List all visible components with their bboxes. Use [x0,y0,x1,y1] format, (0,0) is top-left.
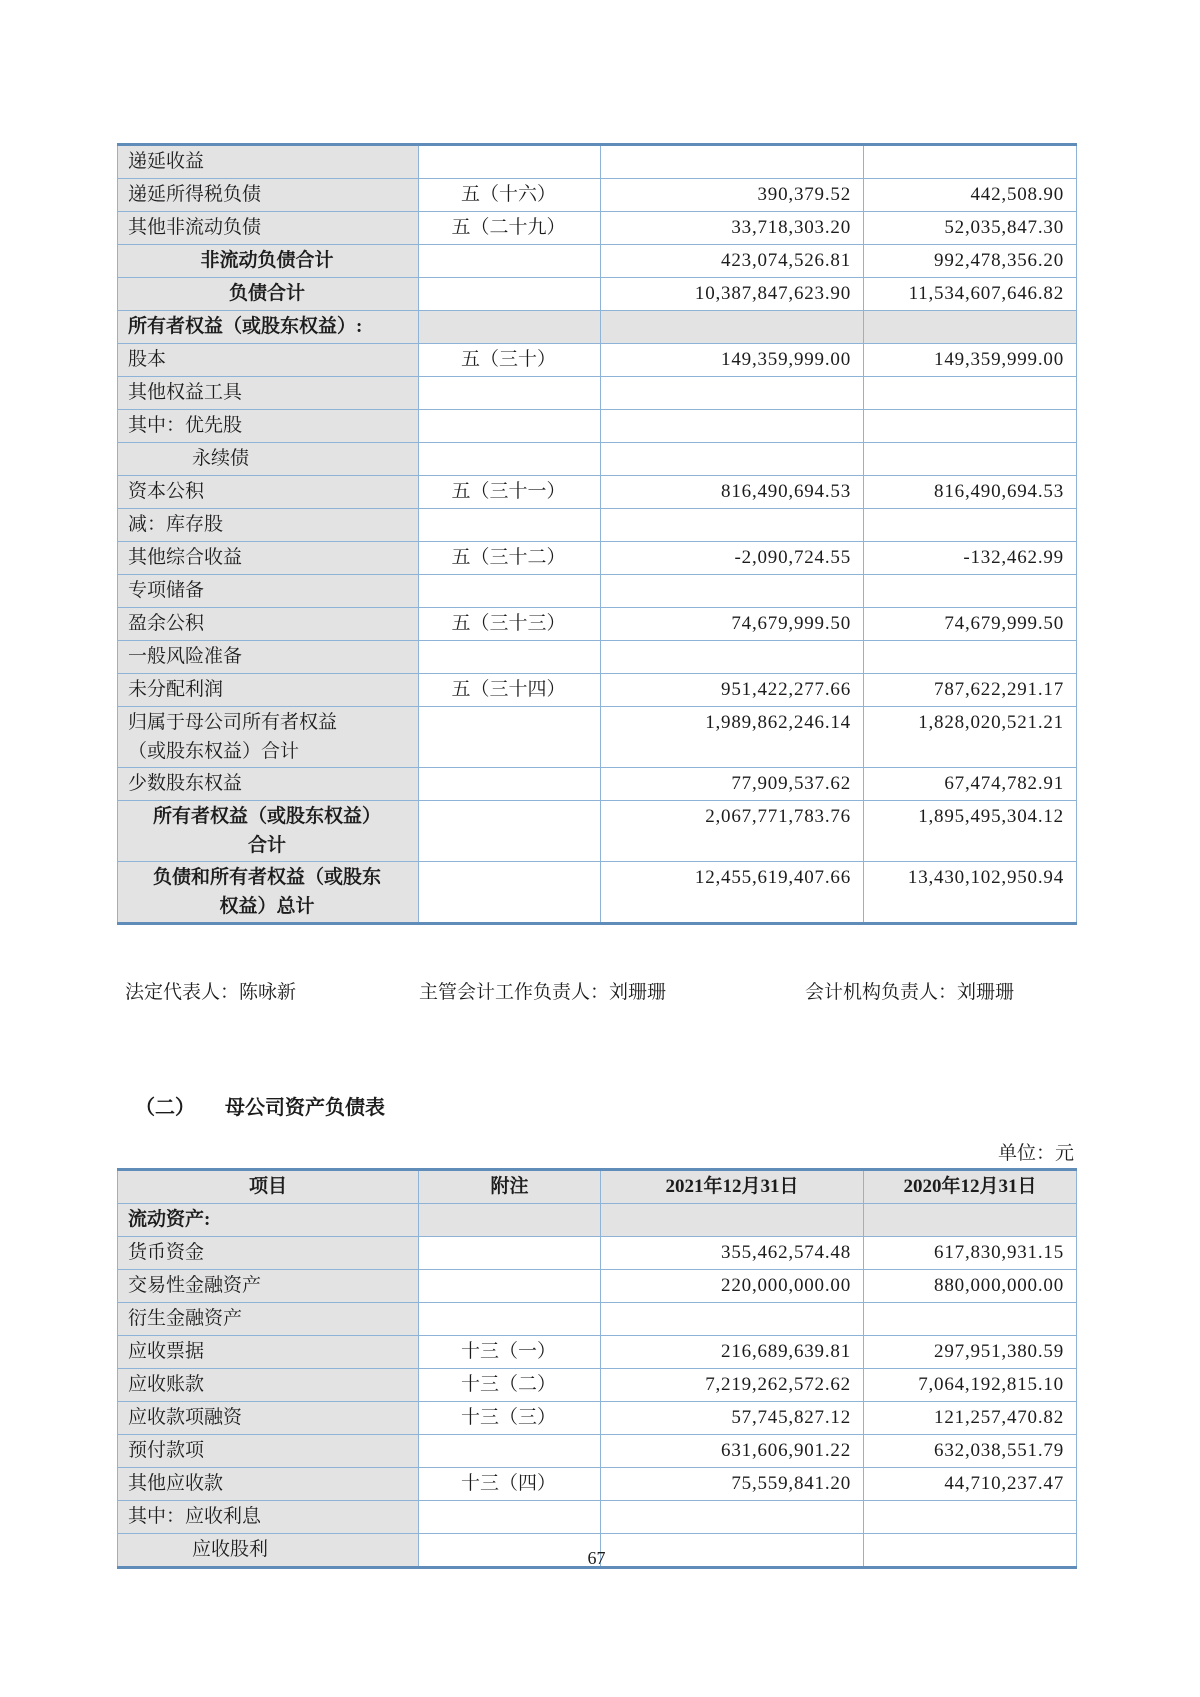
note-cell [419,862,601,924]
note-cell [419,410,601,443]
value-2021-cell [601,443,864,476]
value-2021-cell: 7,219,262,572.62 [601,1369,864,1402]
row-label-cell: 负债和所有者权益（或股东 权益）总计 [118,862,419,924]
row-label-cell: 永续债 [118,443,419,476]
value-2020-cell: 880,000,000.00 [864,1270,1077,1303]
table-row [118,311,1077,344]
page-number: 67 [587,1548,606,1568]
table-row [118,862,1077,924]
value-2021-cell: 77,909,537.62 [601,768,864,801]
value-2021-cell [601,311,864,344]
value-2021-cell: 216,689,639.81 [601,1336,864,1369]
value-2020-cell: 1,895,495,304.12 [864,801,1077,862]
row-label-cell: 应收账款 [118,1369,419,1402]
value-2020-cell [864,443,1077,476]
row-label-cell: 其中：应收利息 [118,1501,419,1534]
note-cell [419,311,601,344]
note-cell: 五（三十四） [419,674,601,707]
table-header-row [118,1170,1077,1204]
note-cell [419,278,601,311]
row-label-cell: 股本 [118,344,419,377]
table-row [118,1270,1077,1303]
value-2020-cell [864,641,1077,674]
table-row [118,179,1077,212]
note-cell [419,641,601,674]
note-cell: 五（三十一） [419,476,601,509]
value-2021-cell [601,1204,864,1237]
value-2020-cell [864,377,1077,410]
value-2021-cell: 390,379.52 [601,179,864,212]
parent-balance-sheet-table [117,1168,1077,1569]
row-label-cell: 货币资金 [118,1237,419,1270]
note-cell: 五（十六） [419,179,601,212]
row-label-cell: 其中：优先股 [118,410,419,443]
table-row [118,1435,1077,1468]
legal-representative-signature: 法定代表人：陈咏新 [125,982,297,1003]
table-row [118,575,1077,608]
row-label-cell: 非流动负债合计 [118,245,419,278]
value-2020-cell: 11,534,607,646.82 [864,278,1077,311]
value-2020-cell: 7,064,192,815.10 [864,1369,1077,1402]
table-row [118,1237,1077,1270]
table-row [118,674,1077,707]
value-2021-cell: 33,718,303.20 [601,212,864,245]
value-2021-cell [601,1303,864,1336]
row-label-cell: 减：库存股 [118,509,419,542]
value-2020-cell: -132,462.99 [864,542,1077,575]
row-label-cell: 应收票据 [118,1336,419,1369]
table-row [118,145,1077,179]
table-row [118,1402,1077,1435]
row-label-cell: 应收款项融资 [118,1402,419,1435]
row-label-cell: 流动资产: [118,1204,419,1237]
row-label-cell: 盈余公积 [118,608,419,641]
row-label-cell: 所有者权益（或股东权益） 合计 [118,801,419,862]
unit-label: 单位：元 [997,1143,1074,1164]
value-2021-cell [601,575,864,608]
note-cell [419,801,601,862]
table-row [118,707,1077,768]
table-row [118,1369,1077,1402]
value-2020-cell: 67,474,782.91 [864,768,1077,801]
note-cell: 十三（二） [419,1369,601,1402]
section-number: （二） [135,1096,195,1119]
note-cell: 五（二十九） [419,212,601,245]
table-row [118,410,1077,443]
note-cell [419,1204,601,1237]
note-cell [419,1303,601,1336]
value-2021-cell: 149,359,999.00 [601,344,864,377]
table-row [118,542,1077,575]
note-cell: 十三（三） [419,1402,601,1435]
value-2020-cell: 52,035,847.30 [864,212,1077,245]
section-title: 母公司资产负债表 [225,1096,385,1119]
value-2020-cell: 442,508.90 [864,179,1077,212]
row-label-cell: 一般风险准备 [118,641,419,674]
note-cell [419,575,601,608]
note-cell [419,443,601,476]
table-row [118,1336,1077,1369]
header-2021-column: 2021年12月31日 [601,1170,864,1204]
balance-sheet-continued-table [117,143,1077,925]
table-row [118,768,1077,801]
page-content [117,143,1076,1569]
note-cell: 十三（四） [419,1468,601,1501]
table-row [118,608,1077,641]
row-label-cell: 衍生金融资产 [118,1303,419,1336]
note-cell [419,377,601,410]
note-cell [419,768,601,801]
value-2020-cell: 617,830,931.15 [864,1237,1077,1270]
value-2021-cell [601,509,864,542]
value-2020-cell: 44,710,237.47 [864,1468,1077,1501]
table-row [118,278,1077,311]
note-cell [419,1435,601,1468]
value-2020-cell [864,311,1077,344]
note-cell [419,707,601,768]
value-2020-cell [864,1204,1077,1237]
value-2021-cell: 220,000,000.00 [601,1270,864,1303]
table-row [118,509,1077,542]
table-row [118,801,1077,862]
note-cell [419,145,601,179]
value-2020-cell [864,145,1077,179]
value-2021-cell: 75,559,841.20 [601,1468,864,1501]
table-row [118,641,1077,674]
value-2021-cell: 816,490,694.53 [601,476,864,509]
value-2020-cell: 632,038,551.79 [864,1435,1077,1468]
accounting-department-head-signature: 会计机构负责人：刘珊珊 [805,982,1015,1003]
value-2021-cell: 423,074,526.81 [601,245,864,278]
value-2021-cell: 10,387,847,623.90 [601,278,864,311]
value-2020-cell: 13,430,102,950.94 [864,862,1077,924]
value-2020-cell [864,1501,1077,1534]
header-2020-column: 2020年12月31日 [864,1170,1077,1204]
row-label-cell: 预付款项 [118,1435,419,1468]
value-2020-cell: 121,257,470.82 [864,1402,1077,1435]
value-2020-cell: 74,679,999.50 [864,608,1077,641]
row-label-cell: 所有者权益（或股东权益）: [118,311,419,344]
value-2021-cell: 631,606,901.22 [601,1435,864,1468]
value-2020-cell [864,509,1077,542]
note-cell [419,509,601,542]
row-label-cell: 专项储备 [118,575,419,608]
note-cell: 十三（一） [419,1336,601,1369]
table-row [118,344,1077,377]
row-label-cell: 其他非流动负债 [118,212,419,245]
value-2021-cell: 951,422,277.66 [601,674,864,707]
header-note-column: 附注 [419,1170,601,1204]
table-row [118,1204,1077,1237]
signature-line [117,977,1076,1007]
value-2020-cell: 149,359,999.00 [864,344,1077,377]
section-heading [117,1090,1076,1120]
table-row [118,1468,1077,1501]
note-cell [419,1270,601,1303]
table-row [118,245,1077,278]
value-2020-cell [864,1303,1077,1336]
row-label-cell: 资本公积 [118,476,419,509]
note-cell: 五（三十三） [419,608,601,641]
value-2021-cell [601,641,864,674]
row-label-cell: 交易性金融资产 [118,1270,419,1303]
value-2020-cell: 1,828,020,521.21 [864,707,1077,768]
note-cell [419,1237,601,1270]
value-2021-cell [601,1501,864,1534]
row-label-cell: 其他综合收益 [118,542,419,575]
row-label-cell: 应收股利 [118,1534,419,1568]
row-label-cell: 归属于母公司所有者权益 （或股东权益）合计 [118,707,419,768]
table-row [118,476,1077,509]
table-row [118,212,1077,245]
value-2021-cell: 12,455,619,407.66 [601,862,864,924]
value-2020-cell: 787,622,291.17 [864,674,1077,707]
value-2021-cell [601,377,864,410]
value-2021-cell [601,410,864,443]
value-2021-cell: 355,462,574.48 [601,1237,864,1270]
table-row [118,443,1077,476]
value-2021-cell: 2,067,771,783.76 [601,801,864,862]
value-2021-cell: 74,679,999.50 [601,608,864,641]
note-cell [419,1501,601,1534]
row-label-cell: 递延收益 [118,145,419,179]
row-label-cell: 其他权益工具 [118,377,419,410]
chief-accounting-officer-signature: 主管会计工作负责人：刘珊珊 [419,982,667,1003]
note-cell: 五（三十二） [419,542,601,575]
table-row [118,1501,1077,1534]
header-item-column: 项目 [118,1170,419,1204]
value-2021-cell: 1,989,862,246.14 [601,707,864,768]
value-2020-cell: 992,478,356.20 [864,245,1077,278]
value-2020-cell [864,575,1077,608]
row-label-cell: 其他应收款 [118,1468,419,1501]
table-row [118,377,1077,410]
note-cell: 五（三十） [419,344,601,377]
row-label-cell: 递延所得税负债 [118,179,419,212]
value-2020-cell: 816,490,694.53 [864,476,1077,509]
value-2021-cell [601,145,864,179]
row-label-cell: 未分配利润 [118,674,419,707]
table-row [118,1303,1077,1336]
note-cell [419,245,601,278]
value-2021-cell: 57,745,827.12 [601,1402,864,1435]
value-2020-cell: 297,951,380.59 [864,1336,1077,1369]
balance-sheet-continued-body [118,145,1077,924]
parent-balance-sheet-body [118,1204,1077,1568]
row-label-cell: 少数股东权益 [118,768,419,801]
row-label-cell: 负债合计 [118,278,419,311]
value-2021-cell: -2,090,724.55 [601,542,864,575]
value-2020-cell [864,410,1077,443]
